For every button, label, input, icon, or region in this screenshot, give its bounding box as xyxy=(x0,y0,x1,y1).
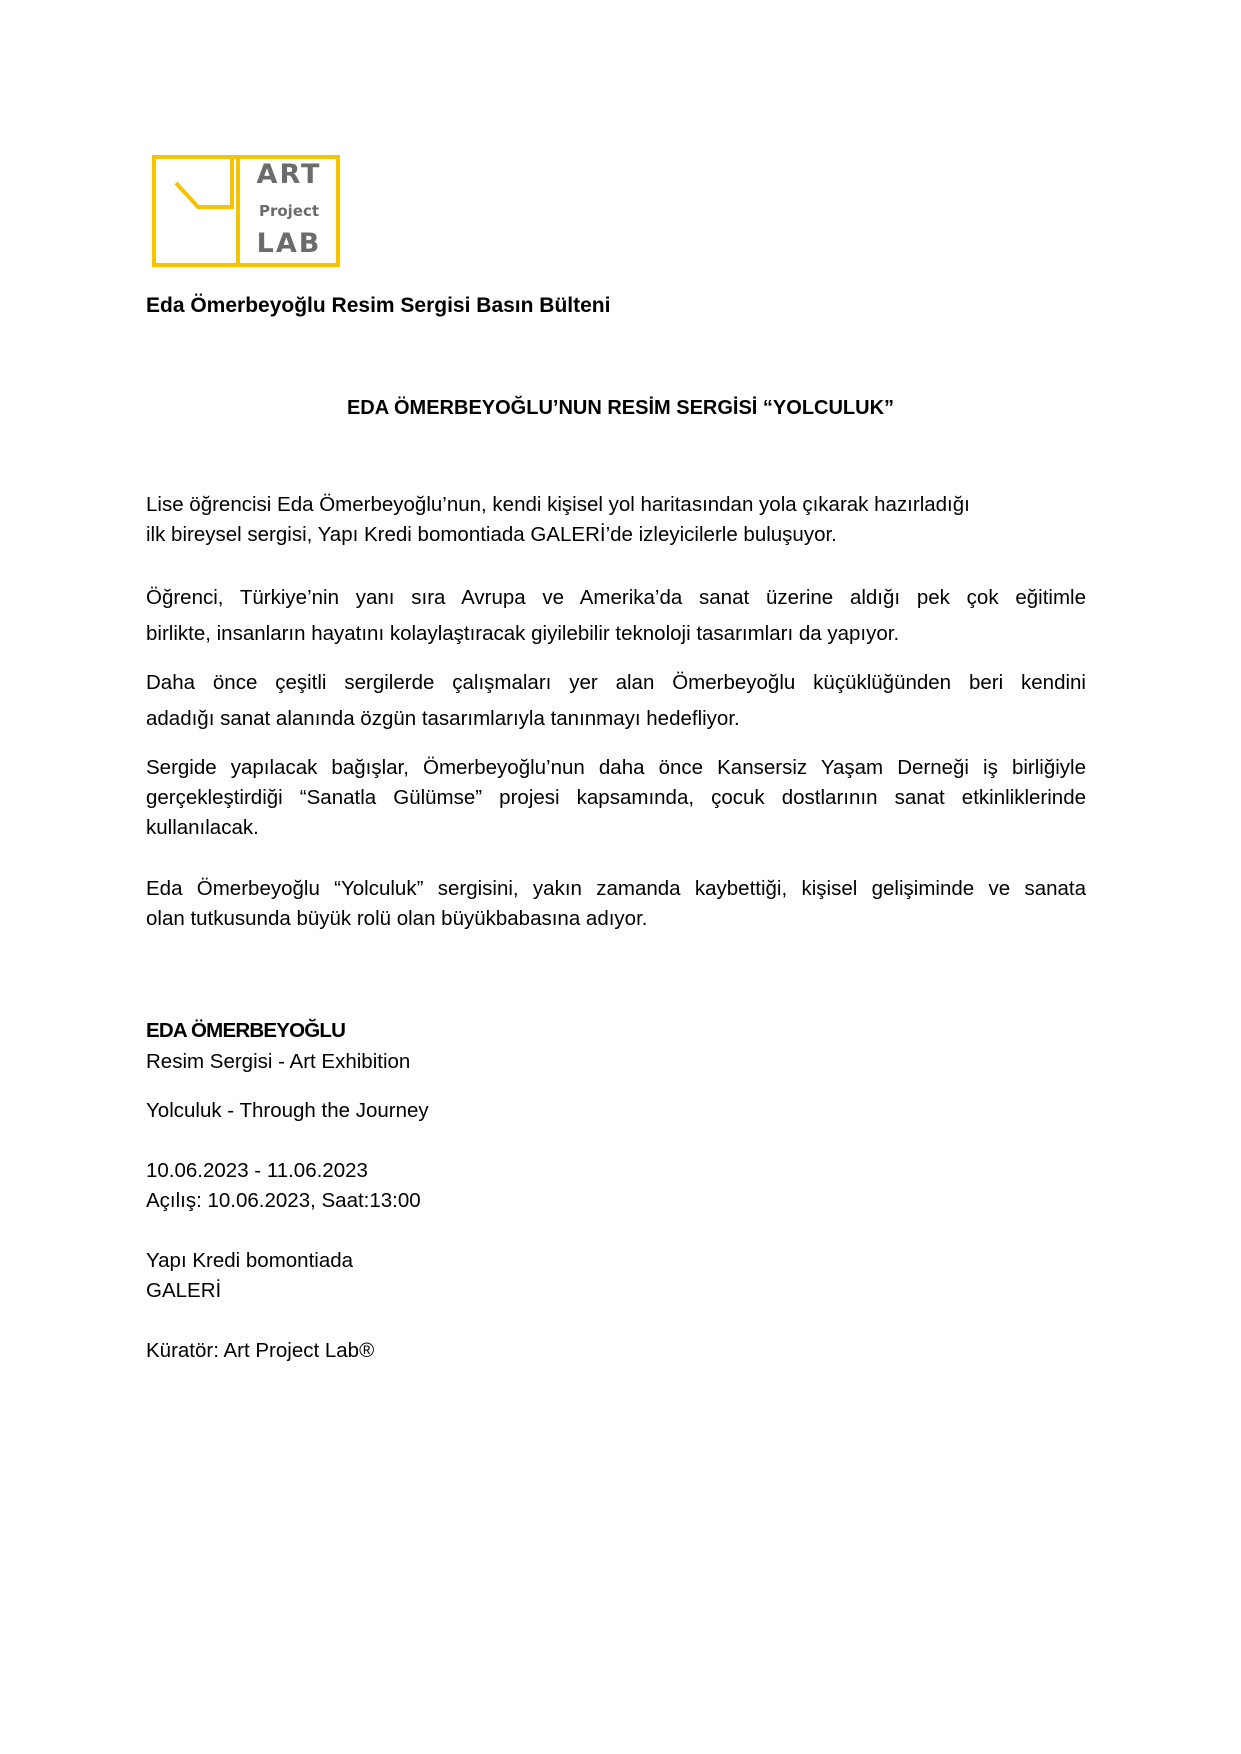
paragraph-line: Sergide yapılacak bağışlar, Ömerbeyoğlu’nun daha önce Kansersiz Yaşam Derneği iş birliğiyle xyxy=(146,756,1086,779)
logo-art-text: ART xyxy=(256,159,322,190)
paragraph-line: Eda Ömerbeyoğlu “Yolculuk” sergisini, yakın zamanda kaybettiği, kişisel gelişiminde ve sanata xyxy=(146,877,1086,900)
logo-lab-text: LAB xyxy=(256,228,322,259)
venue-line-2: GALERİ xyxy=(146,1279,222,1302)
paragraph-donations xyxy=(146,753,1086,843)
paragraph-line: gerçekleştirdiği “Sanatla Gülümse” projesi kapsamında, çocuk dostlarının sanat etkinliklerinde xyxy=(146,786,1086,809)
art-project-lab-logo xyxy=(152,155,340,267)
document-heading: Eda Ömerbeyoğlu Resim Sergisi Basın Bülteni xyxy=(146,294,611,317)
venue-line-1: Yapı Kredi bomontiada xyxy=(146,1249,354,1272)
paragraph-line: Daha önce çeşitli sergilerde çalışmaları yer alan Ömerbeyoğlu küçüklüğünden beri kendini xyxy=(146,671,1086,694)
paragraph-line: olan tutkusunda büyük rolü olan büyükbabasına adıyor. xyxy=(146,907,648,930)
logo-project-text: Project xyxy=(258,202,320,220)
exhibition-dates: 10.06.2023 - 11.06.2023 xyxy=(146,1159,368,1182)
document-title: EDA ÖMERBEYOĞLU’NUN RESİM SERGİSİ “YOLCULUK” xyxy=(346,397,895,419)
exhibition-type: Resim Sergisi - Art Exhibition xyxy=(146,1050,411,1073)
exhibition-name: Yolculuk - Through the Journey xyxy=(146,1099,429,1122)
paragraph-goals xyxy=(146,665,1086,737)
paragraph-education xyxy=(146,580,1086,652)
paragraph-line: kullanılacak. xyxy=(146,816,259,839)
exhibition-opening: Açılış: 10.06.2023, Saat:13:00 xyxy=(146,1189,421,1212)
paragraph-line: ilk bireysel sergisi, Yapı Kredi bomontiada GALERİ’de izleyicilerle buluşuyor. xyxy=(146,523,837,546)
paragraph-intro xyxy=(146,490,1086,550)
paragraph-dedication xyxy=(146,874,1086,934)
paragraph-line: birlikte, insanların hayatını kolaylaştıracak giyilebilir teknoloji tasarımları da yapıyor. xyxy=(146,622,900,645)
logo-text xyxy=(242,155,336,267)
artist-name: EDA ÖMERBEYOĞLU xyxy=(146,1019,346,1042)
paragraph-line: Lise öğrencisi Eda Ömerbeyoğlu’nun, kendi kişisel yol haritasından yola çıkarak hazırladığı xyxy=(146,493,970,516)
paragraph-line: Öğrenci, Türkiye’nin yanı sıra Avrupa ve Amerika’da sanat üzerine aldığı pek çok eğitimle xyxy=(146,586,1086,609)
paragraph-line: adadığı sanat alanında özgün tasarımlarıyla tanınmayı hedefliyor. xyxy=(146,707,740,730)
curator: Küratör: Art Project Lab® xyxy=(146,1339,375,1362)
